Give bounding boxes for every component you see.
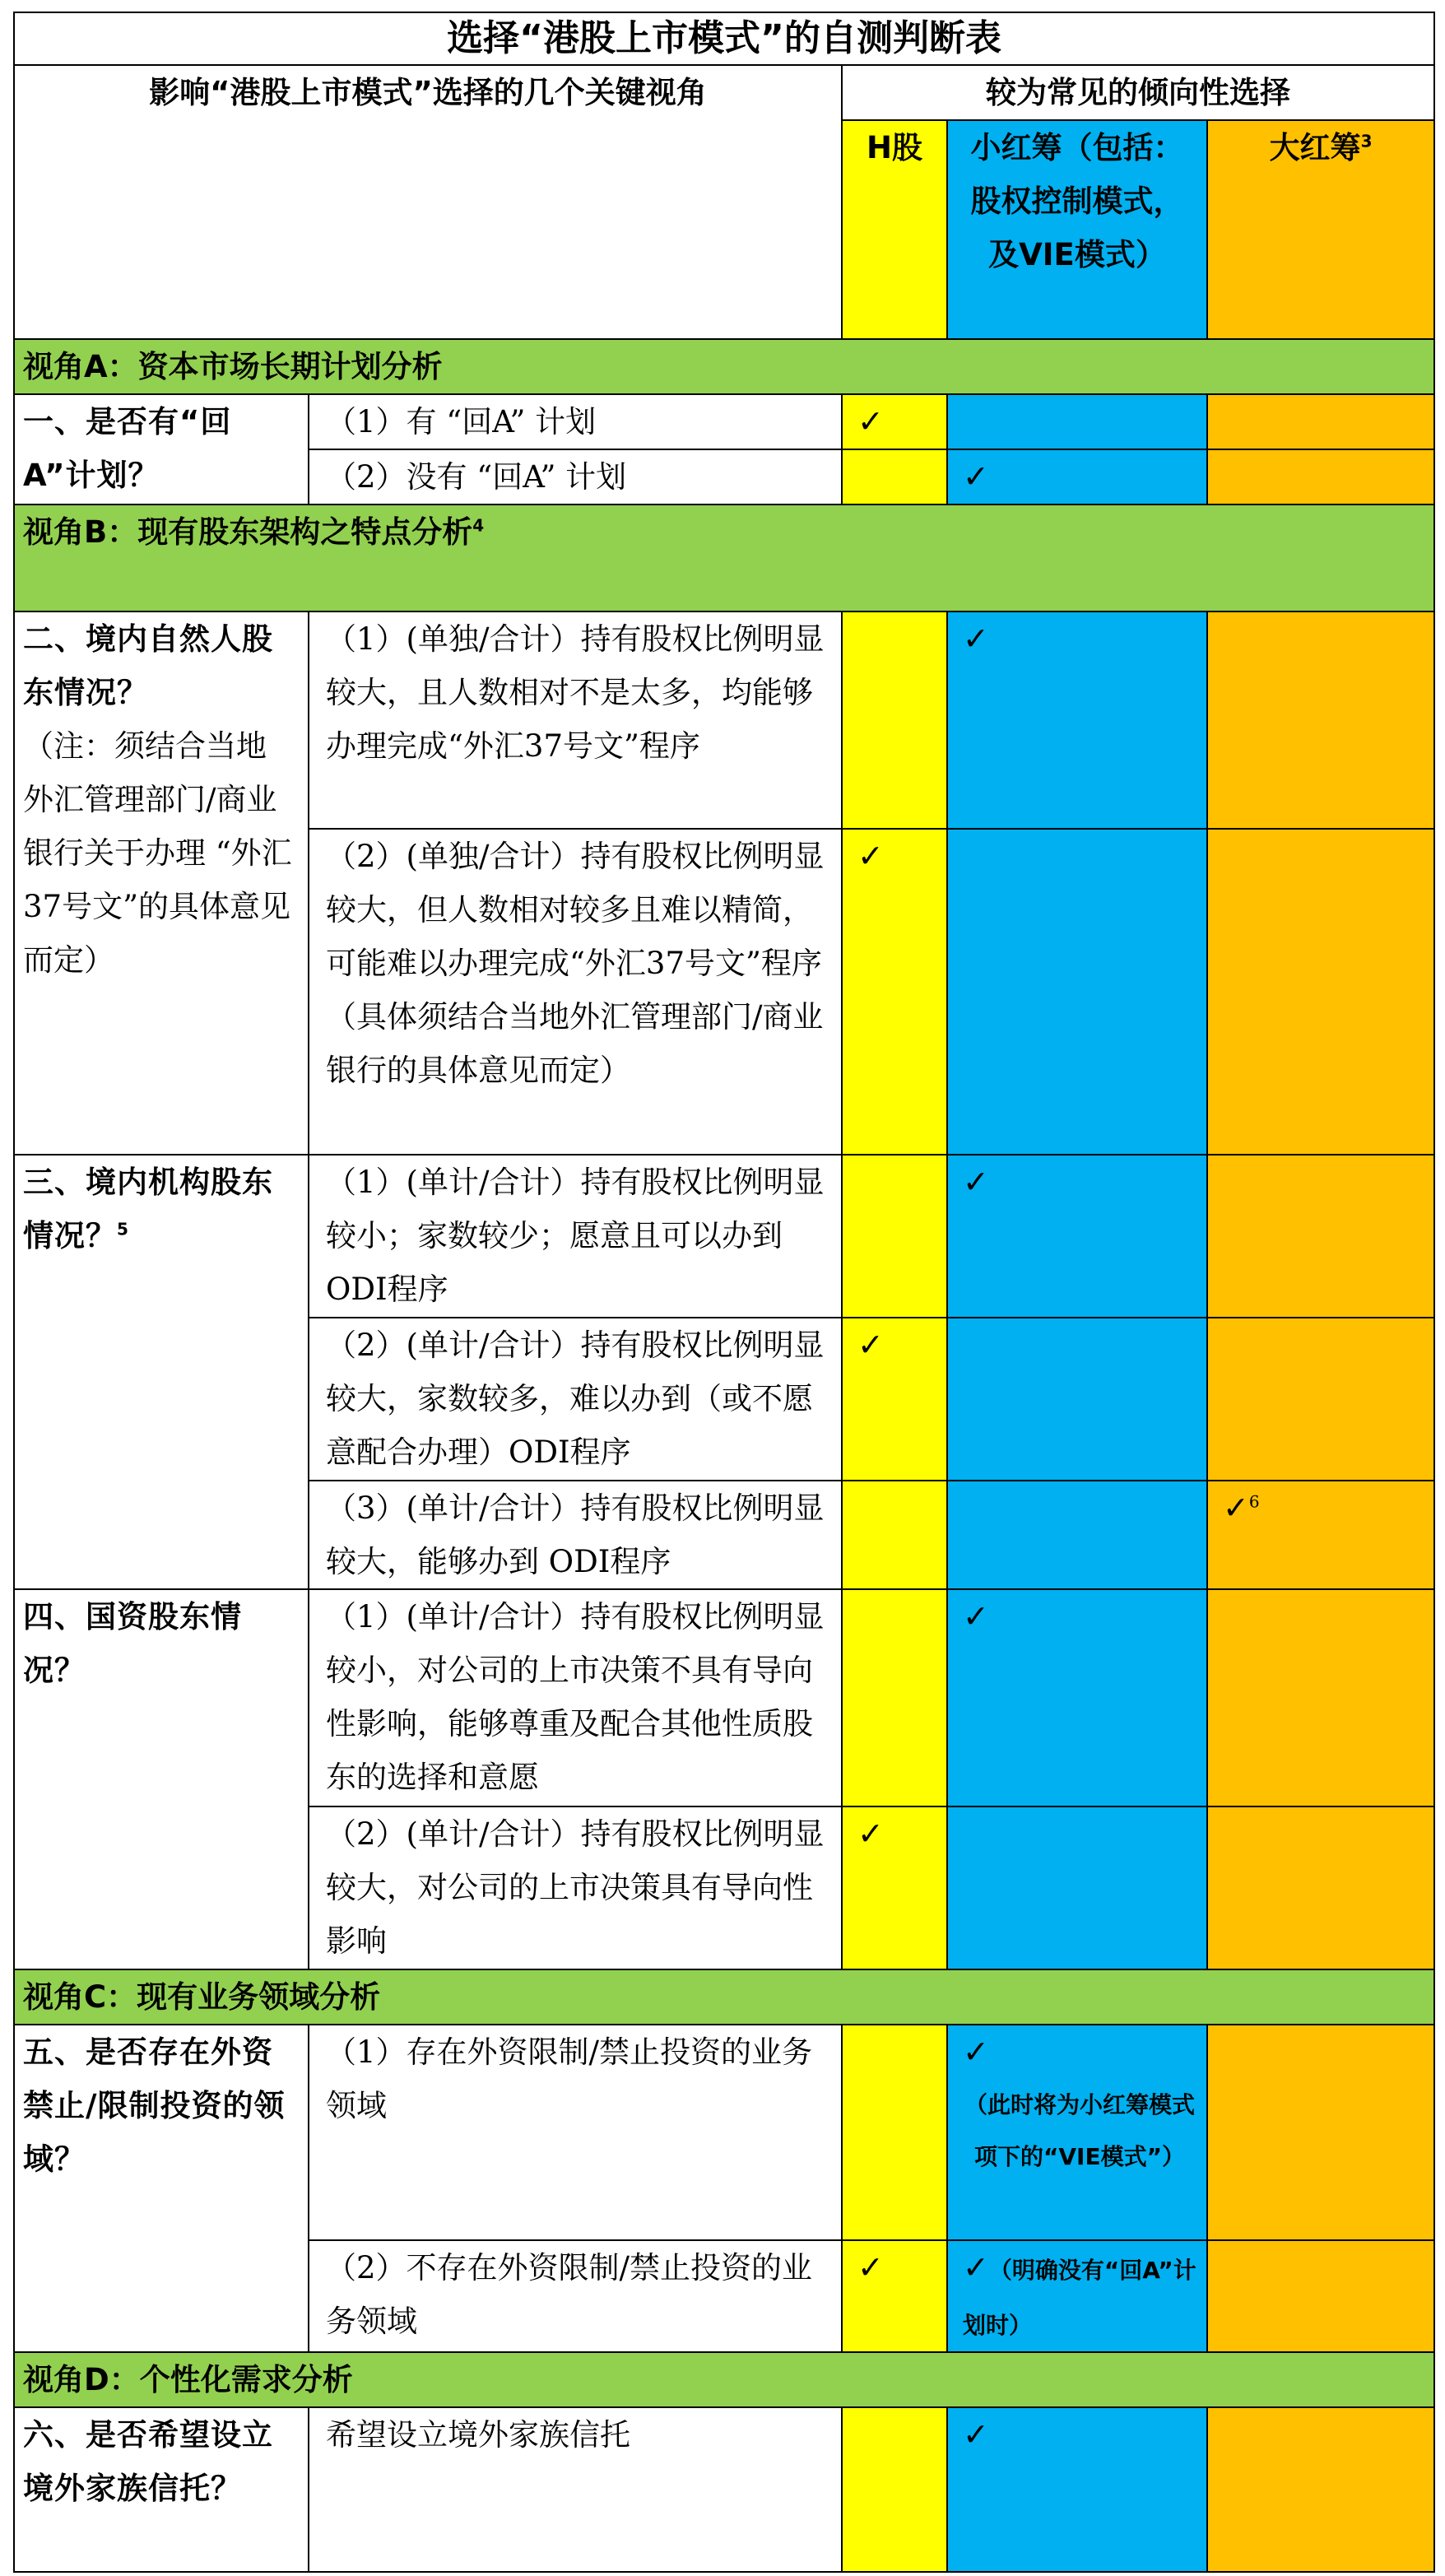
q2-note: （注：须结合当地外汇管理部门/商业银行关于办理 “外汇37号文”的具体意见而定） — [23, 728, 292, 978]
q4-option-2: （2）(单计/合计）持有股权比例明显较大，对公司的上市决策具有导向性影响 — [309, 1806, 842, 1969]
empty-cell — [1207, 1318, 1434, 1481]
empty-cell — [1207, 449, 1434, 505]
empty-cell — [1207, 2025, 1434, 2240]
empty-cell — [842, 1481, 947, 1589]
q5-option-1: （1）存在外资限制/禁止投资的业务领域 — [309, 2025, 842, 2240]
empty-cell — [842, 1589, 947, 1806]
section-d: 视角D：个性化需求分析 — [14, 2352, 1434, 2407]
empty-cell — [947, 1481, 1207, 1589]
q2-option-2: （2）(单独/合计）持有股权比例明显较大，但人数相对较多且难以精简，可能难以办理完成“外汇37号文”程序（具体须结合当地外汇管理部门/商业银行的具体意见而定） — [309, 829, 842, 1155]
q4-option-1: （1）(单计/合计）持有股权比例明显较小，对公司的上市决策不具有导向性影响，能够尊重及配合其他性质股东的选择和意愿 — [309, 1589, 842, 1806]
empty-cell — [842, 2407, 947, 2572]
q5-label: 五、是否存在外资禁止/限制投资的领域？ — [14, 2025, 309, 2352]
check-mark: ✓ — [842, 1806, 947, 1969]
empty-cell — [1207, 2407, 1434, 2572]
header-preferred-choice: 较为常见的倾向性选择 — [842, 65, 1434, 120]
q5-vie-note: （此时将为小红筹模式项下的“VIE模式”） — [964, 2091, 1195, 2170]
q3-option-2: （2）(单计/合计）持有股权比例明显较大，家数较多，难以办到（或不愿意配合办理）ODI程序 — [309, 1318, 842, 1481]
header-perspectives: 影响“港股上市模式”选择的几个关键视角 — [14, 65, 842, 339]
header-col-small-red-chip: 小红筹（包括：股权控制模式，及VIE模式） — [947, 120, 1207, 339]
q5-small-red-chip-cell — [947, 2025, 1207, 2240]
q1-label: 一、是否有“回A”计划？ — [14, 394, 309, 505]
empty-cell — [947, 1318, 1207, 1481]
header-col-h-share: H股 — [842, 120, 947, 339]
section-a: 视角A：资本市场长期计划分析 — [14, 339, 1434, 394]
table-title: 选择“港股上市模式”的自测判断表 — [14, 12, 1434, 65]
q1-option-2: （2）没有 “回A” 计划 — [309, 449, 842, 505]
q1-option-1: （1）有 “回A” 计划 — [309, 394, 842, 449]
empty-cell — [947, 829, 1207, 1155]
check-mark: ✓ — [947, 2407, 1207, 2572]
check-mark: ✓ — [947, 1589, 1207, 1806]
empty-cell — [1207, 1806, 1434, 1969]
empty-cell — [1207, 1589, 1434, 1806]
q2-label: 二、境内自然人股东情况？ （注：须结合当地外汇管理部门/商业银行关于办理 “外汇37号文”的具体意见而定） — [14, 611, 309, 1155]
q3-option-3: （3）(单计/合计）持有股权比例明显较大，能够办到 ODI程序 — [309, 1481, 842, 1589]
q5-option-2: （2）不存在外资限制/禁止投资的业务领域 — [309, 2240, 842, 2352]
empty-cell — [1207, 394, 1434, 449]
q5-small-red-chip-cell-2 — [947, 2240, 1207, 2352]
empty-cell — [842, 449, 947, 505]
empty-cell — [947, 394, 1207, 449]
check-mark: ✓$^6$ — [1207, 1481, 1434, 1589]
check-mark: ✓ — [842, 1318, 947, 1481]
empty-cell — [1207, 829, 1434, 1155]
self-assessment-table — [13, 12, 1435, 2573]
empty-cell — [842, 1155, 947, 1318]
empty-cell — [1207, 1155, 1434, 1318]
empty-cell — [842, 611, 947, 829]
check-mark: ✓ — [947, 449, 1207, 505]
header-col-large-red-chip: 大红筹$^3$ — [1207, 120, 1434, 339]
check-mark: ✓ — [842, 394, 947, 449]
check-mark: ✓ — [963, 2034, 989, 2070]
check-mark: ✓ — [947, 1155, 1207, 1318]
empty-cell — [1207, 611, 1434, 829]
check-mark: ✓ — [842, 829, 947, 1155]
check-mark: ✓ — [963, 2249, 989, 2285]
q2-option-1: （1）(单独/合计）持有股权比例明显较大，且人数相对不是太多，均能够办理完成“外汇37号文”程序 — [309, 611, 842, 829]
empty-cell — [947, 1806, 1207, 1969]
q6-option-1: 希望设立境外家族信托 — [309, 2407, 842, 2572]
section-b: 视角B：现有股东架构之特点分析$^4$ — [14, 505, 1434, 611]
q6-label: 六、是否希望设立境外家族信托？ — [14, 2407, 309, 2572]
empty-cell — [842, 2025, 947, 2240]
q3-option-1: （1）(单计/合计）持有股权比例明显较小；家数较少；愿意且可以办到ODI程序 — [309, 1155, 842, 1318]
q4-label: 四、国资股东情况？ — [14, 1589, 309, 1969]
q5-no-return-note: （明确没有“回A”计划时） — [963, 2257, 1196, 2339]
empty-cell — [1207, 2240, 1434, 2352]
check-mark: ✓ — [842, 2240, 947, 2352]
check-mark: ✓ — [947, 611, 1207, 829]
q3-label: 三、境内机构股东情况？$^5$ — [14, 1155, 309, 1589]
section-c: 视角C：现有业务领域分析 — [14, 1969, 1434, 2025]
